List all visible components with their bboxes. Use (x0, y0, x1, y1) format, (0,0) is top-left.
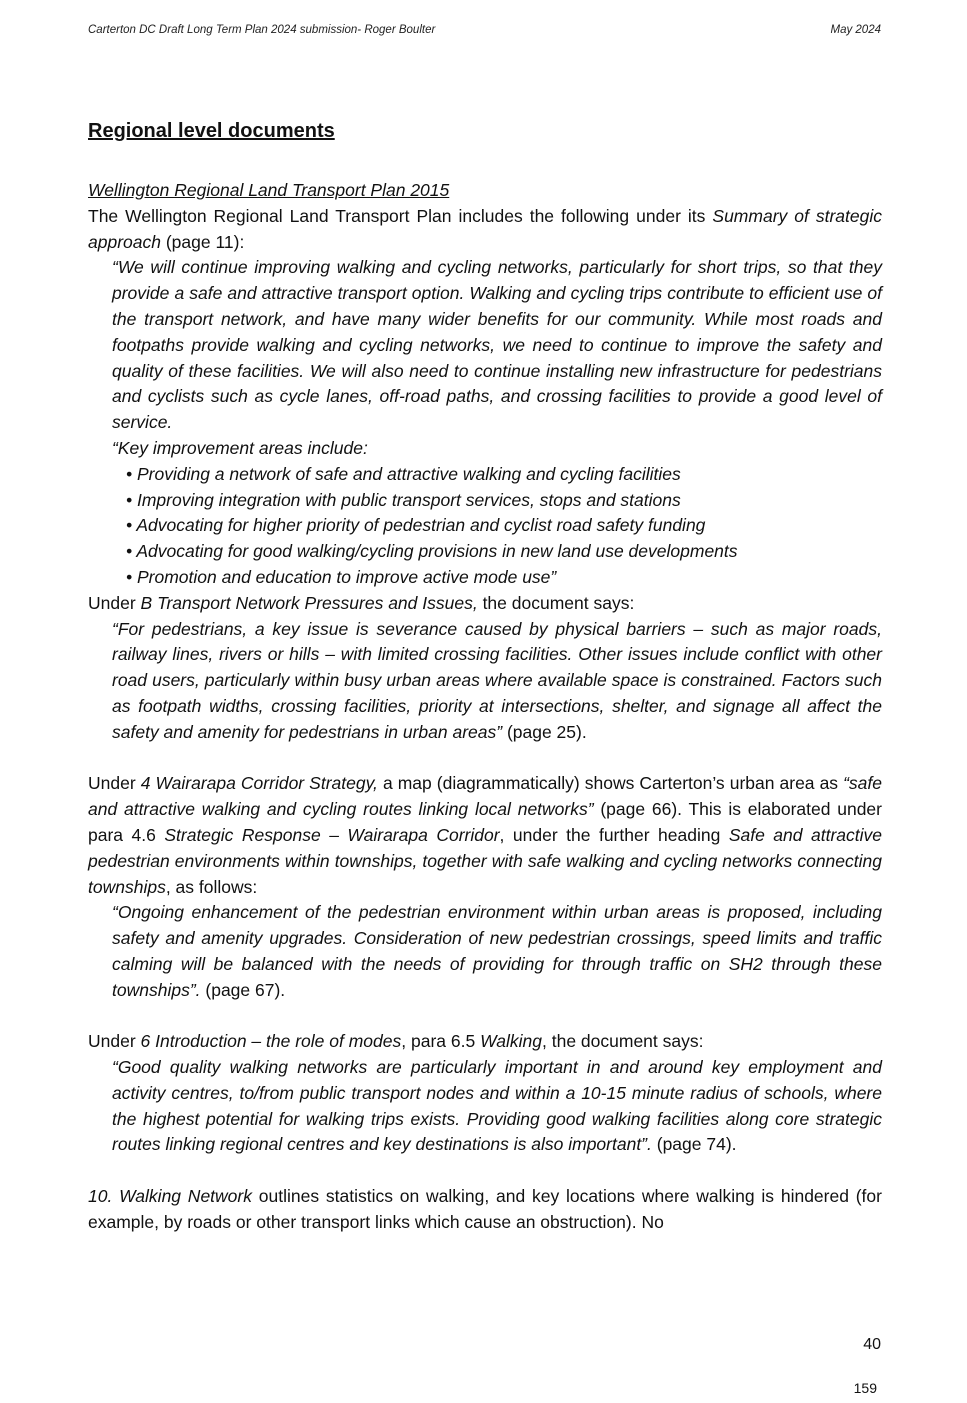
page-number: 40 (863, 1336, 881, 1353)
paragraph-5: 10. Walking Network outlines statistics on walking, and key locations where walking is hindered (for example, by roads or other transport links which cause an obstruction). No (88, 1186, 882, 1232)
list-item: • Improving integration with public transport services, stops and stations (126, 489, 681, 510)
paragraph-2: Under B Transport Network Pressures and Issues, the document says: (88, 592, 635, 613)
quote-2: “For pedestrians, a key issue is severance caused by physical barriers – such as major roads, railway lines, rivers or hills – with limited crossing facilities. Other issues include conflict with other road users, particularly within busy urban areas where available space is constrained. Factors such as footpath widths, crossing facilities, priority at intersections, shelter, and signage all affect the safety and amenity for pedestrians in urban areas” (page 25). (112, 618, 882, 742)
paragraph-4: Under 6 Introduction – the role of modes, para 6.5 Walking, the document says: (88, 1031, 704, 1052)
list-item: • Providing a network of safe and attractive walking and cycling facilities (126, 463, 681, 484)
page-number-alt: 159 (853, 1380, 877, 1396)
quote-1-intro: “Key improvement areas include: (112, 437, 368, 458)
list-item: • Advocating for good walking/cycling provisions in new land use developments (126, 541, 738, 562)
quote-3: “Ongoing enhancement of the pedestrian environment within urban areas is proposed, including safety and amenity upgrades. Consideration of new pedestrian crossings, speed limits and traffic calming will be balanced with the needs of providing for through traffic on SH2 through these townships”. (page 67). (112, 902, 882, 1000)
list-item: • Advocating for higher priority of pedestrian and cyclist road safety funding (126, 515, 706, 536)
document-body (88, 178, 882, 1236)
list-item: • Promotion and education to improve active mode use” (126, 566, 557, 587)
section-heading: Regional level documents (88, 120, 335, 142)
subheading: Wellington Regional Land Transport Plan 2015 (88, 180, 450, 200)
quote-4: “Good quality walking networks are particularly important in and around key employment and activity centres, to/from public transport nodes and within a 10-15 minute radius of schools, where the highest potential for walking trips exists. Providing good walking facilities along core strategic routes linking regional centres and key destinations is also important”. (page 74). (112, 1057, 882, 1155)
quote-1: “We will continue improving walking and cycling networks, particularly for short trips, so that they provide a safe and attractive transport option. Walking and cycling trips contribute to efficient use of the transport network, and have many wider benefits for our community. While most roads and footpaths provide walking and cycling networks, we need to continue to improve the safety and quality of these facilities. We will also need to continue installing new infrastructure for pedestrians and cyclists such as cycle lanes, off-road paths, and crossing facilities to provide a good level of service. (112, 257, 882, 433)
header-title: Carterton DC Draft Long Term Plan 2024 submission- Roger Boulter (88, 24, 436, 36)
header-date: May 2024 (830, 24, 881, 36)
paragraph-1: The Wellington Regional Land Transport Plan includes the following under its Summary of strategic approach (page 11): (88, 205, 883, 252)
paragraph-3: Under 4 Wairarapa Corridor Strategy, a map (diagrammatically) shows Carterton’s urban area as “safe and attractive walking and cycling routes linking local networks” (page 66). This is elaborated under para 4.6 Strategic Response – Wairarapa Corridor, under the further heading Safe and attractive pedestrian environments within townships, together with safe walking and cycling networks connecting townships, as follows: (88, 773, 883, 897)
